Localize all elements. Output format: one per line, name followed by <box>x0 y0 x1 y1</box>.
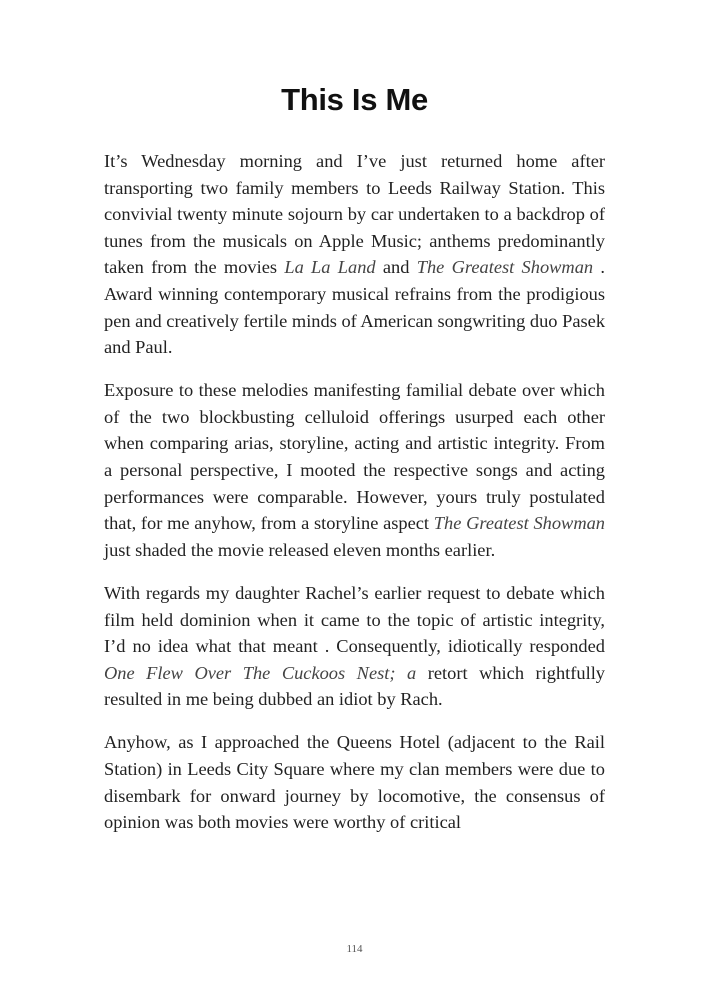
paragraph-text: Anyhow, as I approached the Queens Hotel (adjacent to the Rail Station) in Leeds City Square where my clan members were due to disembark for onward journey by locomotive, the consensus of opinion was both movies were worthy of critical <box>104 732 605 833</box>
paragraph-text: It’s Wednesday morning and I’ve just returned home after transporting two family members to Leeds Railway Station. This convivial twenty minute sojourn by car undertaken to a backdrop of tunes from the musicals on Apple Music; anthems predominantly taken from the movies <box>104 151 605 278</box>
paragraph <box>104 377 605 563</box>
film-title-italic: One Flew Over The Cuckoos Nest; a <box>104 662 417 683</box>
paragraph-text: retort which rightfully resulted in me being dubbed an idiot by Rach. <box>104 662 606 710</box>
paragraph-text: just shaded the movie released eleven months earlier. <box>104 539 496 560</box>
chapter-title: This Is Me <box>281 82 428 117</box>
film-title-italic: The Greatest Showman <box>416 257 594 278</box>
film-title-italic: The Greatest Showman <box>433 513 605 534</box>
paragraph <box>104 148 605 361</box>
film-title-italic: La La Land <box>284 257 376 278</box>
page-number: 114 <box>346 943 363 955</box>
body-text <box>104 148 605 852</box>
paragraph-text: Exposure to these melodies manifesting familial debate over which of the two blockbusting celluloid offerings usurped each other when comparing arias, storyline, acting and artistic integrity. From a personal perspective, I mooted the respective songs and acting performances were comparable. However, yours truly postulated that, for me anyhow, from a storyline aspect <box>104 380 605 534</box>
paragraph-text: . Award winning contemporary musical refrains from the prodigious pen and creatively fertile minds of American songwriting duo Pasek and Paul. <box>104 257 606 358</box>
paragraph <box>104 580 605 713</box>
paragraph <box>104 729 605 835</box>
paragraph-text: and <box>375 257 417 278</box>
paragraph-text: With regards my daughter Rachel’s earlier request to debate which film held dominion when it came to the topic of artistic integrity, I’d no idea what that meant . Consequently, idiotically responded <box>104 582 605 657</box>
